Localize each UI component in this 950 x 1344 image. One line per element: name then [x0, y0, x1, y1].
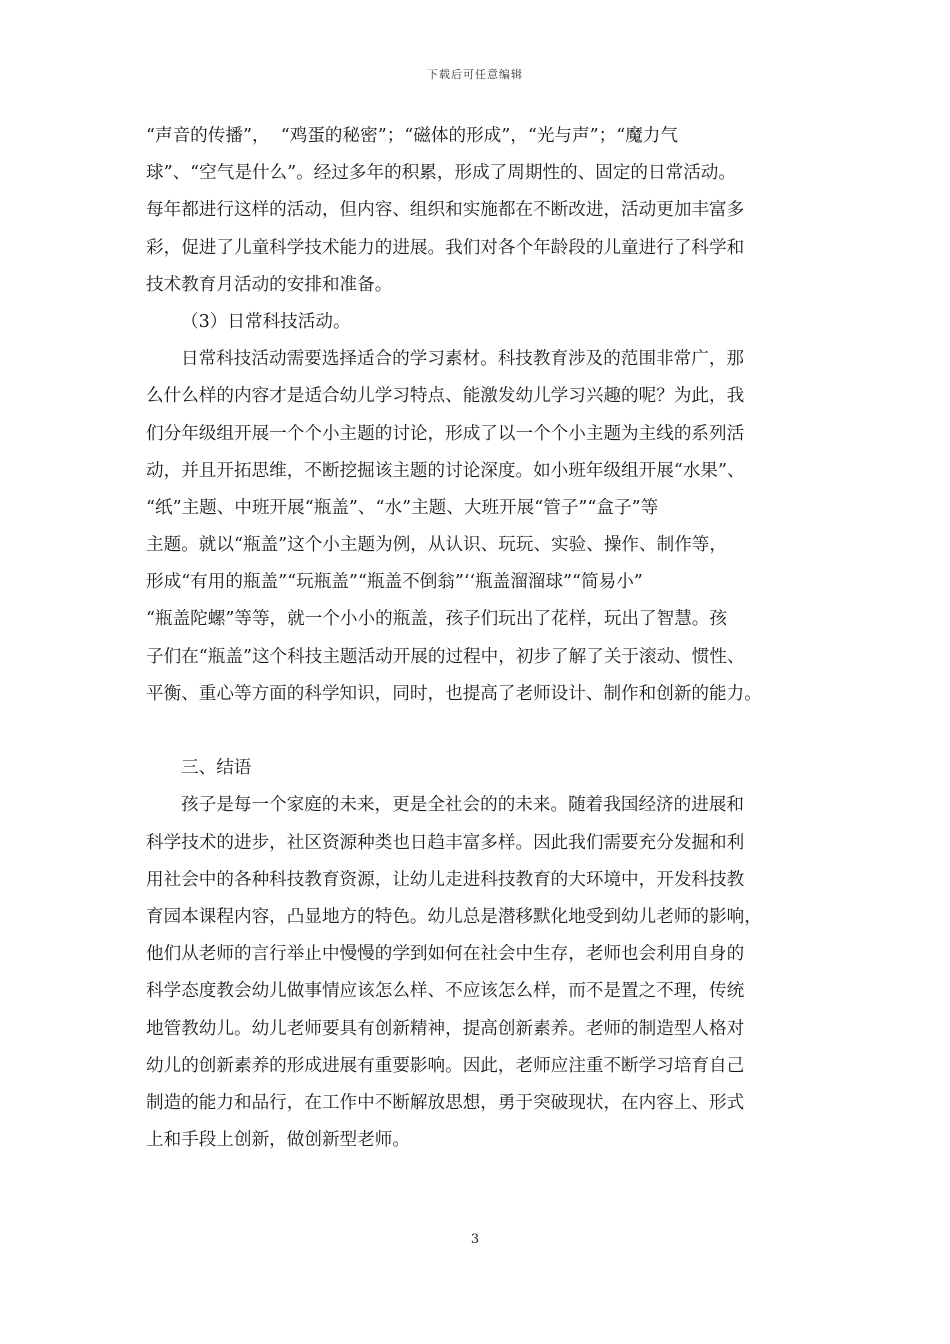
body-line: “纸”主题、中班开展“瓶盖”、“水”主题、大班开展“管子”“盒子”等 — [146, 497, 659, 518]
document-body — [146, 118, 816, 1196]
body-line: 科学态度教会幼儿做事情应该怎么样、不应该怎么样，而不是置之不理，传统 — [146, 981, 745, 1002]
body-line: 他们从老师的言行举止中慢慢的学到如何在社会中生存，老师也会利用自身的 — [146, 944, 745, 965]
body-line: 用社会中的各种科技教育资源，让幼儿走进科技教育的大环境中，开发科技教 — [146, 869, 745, 890]
body-line: “瓶盖陀螺”等等，就一个小小的瓶盖，孩子们玩出了花样，玩出了智慧。孩 — [146, 609, 727, 630]
body-line: 地管教幼儿。幼儿老师要具有创新精神，提高创新素养。老师的制造型人格对 — [146, 1018, 745, 1039]
body-line: “声音的传播”， “鸡蛋的秘密”；“磁体的形成”，“光与声”；“魔力气 — [146, 126, 678, 146]
body-line: 主题。就以“瓶盖”这个小主题为例，从认识、玩玩、实验、操作、制作等， — [146, 535, 727, 556]
body-line: 们分年级组开展一个个小主题的讨论，形成了以一个个小主题为主线的系列活 — [146, 423, 745, 444]
body-line: 上和手段上创新，做创新型老师。 — [146, 1130, 410, 1151]
page-header: 下载后可任意编辑 — [427, 68, 523, 81]
body-line: 动，并且开拓思维，不断挖掘该主题的讨论深度。如小班年级组开展“水果”、 — [146, 460, 745, 481]
body-line: 平衡、重心等方面的科学知识，同时，也提高了老师设计、制作和创新的能力。 — [146, 683, 762, 704]
body-line: 技术教育月活动的安排和准备。 — [146, 274, 393, 295]
body-line: 形成“有用的瓶盖”“玩瓶盖”“瓶盖不倒翁”‘‘瓶盖溜溜球”“简易小” — [146, 572, 643, 593]
subsection-heading: （3）日常科技活动。 — [181, 311, 351, 332]
body-line: 制造的能力和品行，在工作中不断解放思想，勇于突破现状，在内容上、形式 — [146, 1092, 745, 1113]
paragraph-spacer — [146, 713, 816, 750]
body-line — [146, 1159, 816, 1196]
body-line: 幼儿的创新素养的形成进展有重要影响。因此，老师应注重不断学习培育自己 — [146, 1055, 745, 1076]
paragraph-first-line: 孩子是每一个家庭的未来，更是全社会的的未来。随着我国经济的进展和 — [181, 795, 745, 816]
body-line: 球”、“空气是什么”。经过多年的积累，形成了周期性的、固定的日常活动。 — [146, 163, 736, 184]
paragraph-first-line: 日常科技活动需要选择适合的学习素材。科技教育涉及的范围非常广，那 — [181, 349, 745, 370]
body-line: 么什么样的内容才是适合幼儿学习特点、能激发幼儿学习兴趣的呢？为此，我 — [146, 386, 745, 407]
section-heading: 三、结语 — [181, 758, 252, 779]
body-line: 子们在“瓶盖”这个科技主题活动开展的过程中，初步了解了关于滚动、惯性、 — [146, 646, 745, 667]
body-line: 科学技术的进步，社区资源种类也日趋丰富多样。因此我们需要充分发掘和利 — [146, 832, 745, 853]
body-line: 每年都进行这样的活动，但内容、组织和实施都在不断改进，活动更加丰富多 — [146, 200, 745, 221]
body-line: 育园本课程内容，凸显地方的特色。幼儿总是潜移默化地受到幼儿老师的影响， — [146, 906, 762, 927]
body-line: 彩，促进了儿童科学技术能力的进展。我们对各个年龄段的儿童进行了科学和 — [146, 237, 745, 258]
page-number: 3 — [470, 1232, 480, 1247]
